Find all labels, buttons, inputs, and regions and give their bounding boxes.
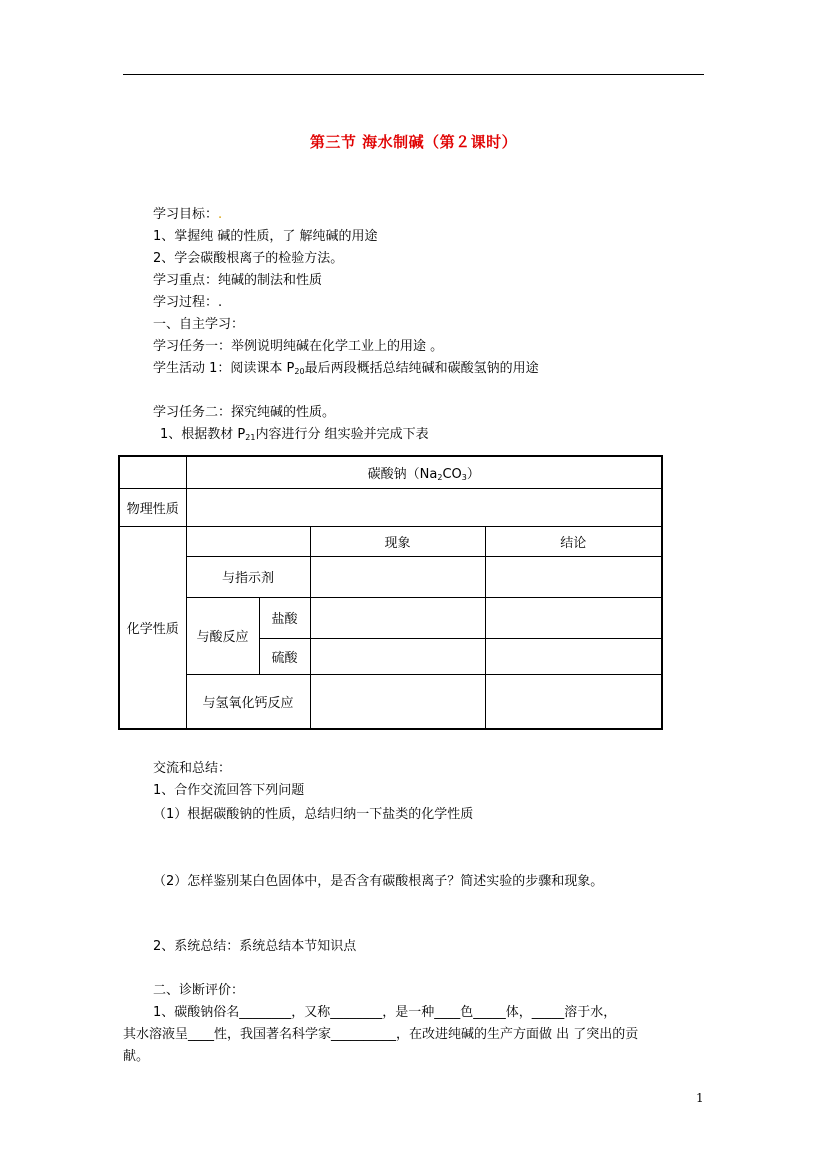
fill-blank-line-3: 献。 <box>123 1049 150 1064</box>
activity-1-suffix: 最后两段概括总结纯碱和碳酸氢钠的用途 <box>304 361 539 376</box>
table-row <box>119 488 662 526</box>
hcl-phenomenon[interactable] <box>310 597 485 638</box>
page-number: 1 <box>696 1091 704 1105</box>
exchange-heading: 交流和总结： <box>153 761 232 776</box>
key-points: 学习重点：纯碱的制法和性质 <box>153 273 323 288</box>
objectives-label: 学习目标： <box>153 207 219 222</box>
header-rule <box>123 74 704 75</box>
table-row <box>119 526 662 556</box>
fill-blank-line-2: 其水溶液呈____性，我国著名科学家__________，在改进纯碱的生产方面做 出 了突出的贡 <box>123 1027 639 1042</box>
objective-1: 1、掌握纯 碱的性质，了 解纯碱的用途 <box>153 229 378 244</box>
physical-property-label: 物理性质 <box>119 488 186 526</box>
table-corner-cell <box>119 456 186 488</box>
acid-reaction-label: 与酸反应 <box>186 597 259 674</box>
instruction-prefix: 1、根据教材 P <box>160 427 246 442</box>
indicator-phenomenon[interactable] <box>310 556 485 597</box>
physical-property-answer[interactable] <box>186 488 662 526</box>
activity-1-sub: 20 <box>294 367 305 376</box>
h2so4-phenomenon[interactable] <box>310 638 485 674</box>
table-header-cell: 碳酸钠$(Na_2CO_3)$ <box>186 456 662 488</box>
page-title: 第三节 海水制碱（第２课时） <box>309 133 518 151</box>
evaluation-heading: 二、诊断评价： <box>153 983 245 998</box>
self-study-heading: 一、自主学习： <box>153 317 245 332</box>
coop-question: 1、合作交流回答下列问题 <box>153 783 305 798</box>
objective-2: 2、学会碳酸根离子的检验方法。 <box>153 251 344 266</box>
indicator-conclusion[interactable] <box>485 556 662 597</box>
indicator-label: 与指示剂 <box>186 556 310 597</box>
question-1: （1）根据碳酸钠的性质，总结归纳一下盐类的化学性质 <box>153 807 474 822</box>
instruction-suffix: 内容进行分 组实验并完成下表 <box>255 427 429 442</box>
caoh2-phenomenon[interactable] <box>310 674 485 729</box>
table-row <box>119 597 662 638</box>
conclusion-header: 结论 <box>485 526 662 556</box>
hcl-label: 盐酸 <box>259 597 310 638</box>
process-label: 学习过程： <box>153 295 219 310</box>
experiment-table <box>118 455 663 730</box>
chemical-property-label: 化学性质 <box>119 526 186 729</box>
activity-1-prefix: 学生活动 1：阅读课本 P <box>153 361 295 376</box>
summary-line: 2、系统总结：系统总结本节知识点 <box>153 939 357 954</box>
table-instruction <box>160 426 429 447</box>
caoh2-label: 与氢氧化钙反应 <box>186 674 310 729</box>
h2so4-conclusion[interactable] <box>485 638 662 674</box>
hcl-conclusion[interactable] <box>485 597 662 638</box>
question-2: （2）怎样鉴别某白色固体中，是否含有碳酸根离子？简述实验的步骤和现象。 <box>153 874 604 889</box>
activity-1 <box>153 360 539 381</box>
table-row <box>119 556 662 597</box>
caoh2-conclusion[interactable] <box>485 674 662 729</box>
objectives-heading: 学习目标：. <box>153 207 223 222</box>
blank-header-cell <box>186 526 310 556</box>
h2so4-label: 硫酸 <box>259 638 310 674</box>
task-2: 学习任务二：探究纯碱的性质。 <box>153 405 336 420</box>
table-row <box>119 456 662 488</box>
table-row <box>119 674 662 729</box>
process-heading: 学习过程：. <box>153 295 223 310</box>
task-1: 学习任务一：举例说明纯碱在化学工业上的用途 。 <box>153 339 444 354</box>
fill-blank-line-1: 1、碳酸钠俗名________，又称________，是一种____色_____体，_____溶于水， <box>153 1005 617 1020</box>
phenomenon-header: 现象 <box>310 526 485 556</box>
instruction-sub: 21 <box>245 433 256 442</box>
